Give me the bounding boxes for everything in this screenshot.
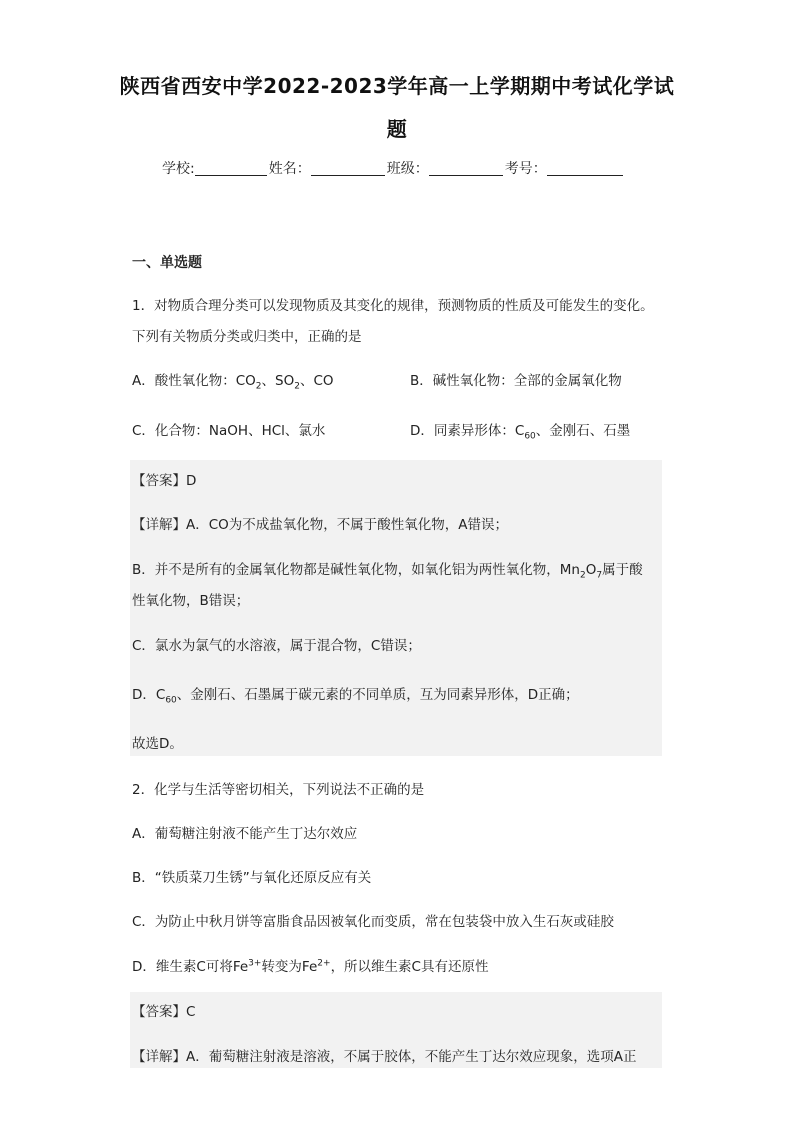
class-label: 班级： — [386, 161, 429, 177]
q2-option-b: B．“铁质菜刀生锈”与氧化还原反应有关 — [132, 870, 372, 886]
q1-detail-d: D．$C_{60}$、金刚石、石墨属于碳元素的不同单质，互为同素异形体，D正确； — [132, 687, 579, 706]
school-blank[interactable] — [195, 161, 267, 176]
document-title: 陕西省西安中学2022-2023学年高一上学期期中考试化学试 — [119, 74, 675, 98]
q1-stem-line1: 1．对物质合理分类可以发现物质及其变化的规律，预测物质的性质及可能发生的变化。 — [132, 298, 654, 314]
section-heading: 一、单选题 — [132, 255, 202, 271]
q1-detail-a: 【详解】A．CO为不成盐氧化物，不属于酸性氧化物，A错误； — [132, 517, 509, 533]
q2-option-a: A．葡萄糖注射液不能产生丁达尔效应 — [132, 826, 358, 842]
q1-detail-b: B．并不是所有的金属氧化物都是碱性氧化物，如氧化铝为两性氧化物，$Mn_2O_7$属于酸 — [132, 562, 643, 581]
q1-stem-line2: 下列有关物质分类或归类中，正确的是 — [132, 329, 362, 345]
q2-detail-a: 【详解】A．葡萄糖注射液是溶液，不属于胶体，不能产生丁达尔效应现象，选项A正 — [132, 1049, 637, 1065]
q1-detail-c: C．氯水为氯气的水溶液，属于混合物，C错误； — [132, 638, 421, 654]
q2-answer: 【答案】C — [132, 1004, 196, 1020]
q2-option-d: D．维生素C可将$Fe^{3+}$转变为$Fe^{2+}$，所以维生素C具有还原性 — [132, 958, 489, 975]
document-title-continued: 题 — [386, 117, 408, 141]
class-blank[interactable] — [429, 161, 503, 176]
exam-number-blank[interactable] — [547, 161, 623, 176]
name-label: 姓名： — [268, 161, 311, 177]
q1-option-d: D．同素异形体：$C_{60}$、金刚石、石墨 — [410, 423, 631, 442]
q1-option-b: B．碱性氧化物：全部的金属氧化物 — [410, 373, 622, 389]
school-label: 学校: — [162, 161, 195, 177]
q2-stem: 2．化学与生活等密切相关，下列说法不正确的是 — [132, 782, 425, 798]
q2-option-c: C．为防止中秋月饼等富脂食品因被氧化而变质，常在包装袋中放入生石灰或硅胶 — [132, 914, 614, 930]
q1-conclusion: 故选D。 — [132, 736, 183, 752]
q1-detail-b-continued: 性氧化物，B错误； — [132, 593, 250, 609]
q1-option-c: C．化合物：NaOH、HCl、氯水 — [132, 423, 326, 439]
q1-option-a: A．酸性氧化物：$CO_2$、$SO_2$、CO — [132, 373, 334, 392]
student-info-row — [162, 158, 625, 178]
q1-answer: 【答案】D — [132, 473, 197, 489]
exam-number-label: 考号： — [504, 161, 547, 177]
name-blank[interactable] — [311, 161, 385, 176]
